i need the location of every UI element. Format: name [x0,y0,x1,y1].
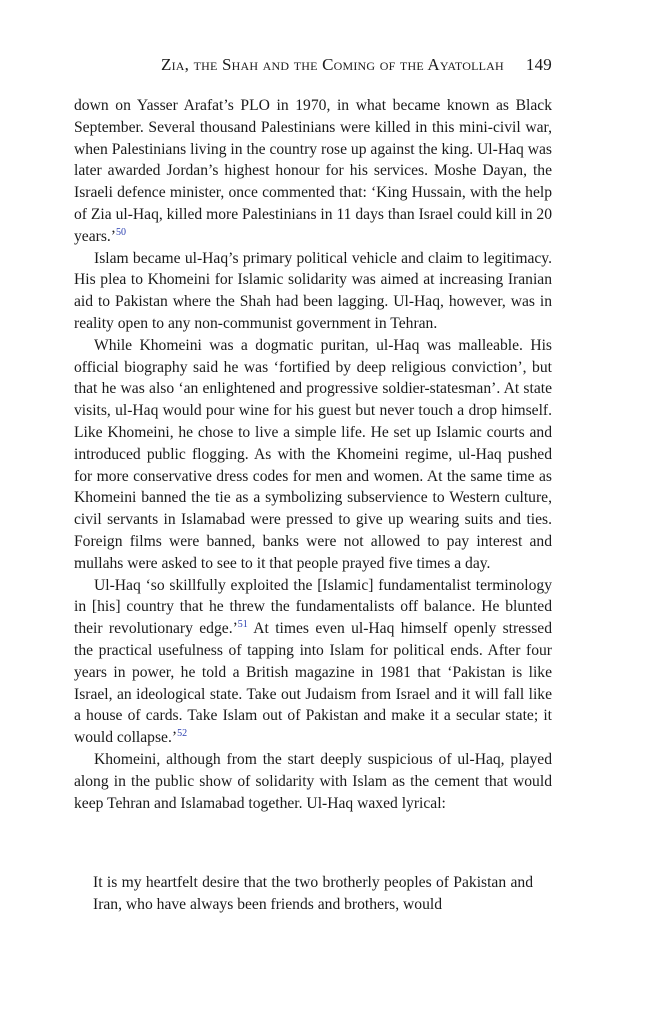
block-quote [93,872,533,916]
paragraph-4 [74,575,552,749]
running-title: Zia, the Shah and the Coming of the Ayatollah [161,55,504,74]
body-text [74,95,552,814]
page-number: 149 [525,55,552,74]
paragraph-1-text: down on Yasser Arafat’s PLO in 1970, in what became known as Black September. Several thousand Palestinians were killed in this mini-civil war, when Palestinians living in the country rose up against the king. Ul-Haq was later awarded Jordan’s highest honour for his services. Moshe Dayan, the Israeli defence minister, once commented that: ‘King Hussain, with the help of Zia ul-Haq, killed more Palestinians in 11 days than Israel could kill in 20 years.’ [74,97,552,245]
paragraph-4-text-b: At times even ul-Haq himself openly stressed the practical usefulness of tapping into Islam for political ends. After four years in power, he told a British magazine in 1981 that ‘Pakistan is like Israel, an ideological state. Take out Judaism from Israel and it will fall like a house of cards. Take Islam out of Pakistan and make it a secular state; it would collapse.’ [74,620,552,747]
footnote-ref-50[interactable]: 50 [116,226,126,238]
paragraph-1 [74,95,552,248]
footnote-ref-51[interactable]: 51 [237,618,248,630]
paragraph-3: While Khomeini was a dogmatic puritan, ul-Haq was malleable. His official biography said he was ‘fortified by deep religious conviction’, but that he was also ‘an enlightened and progressive soldier-statesman’. At state visits, ul-Haq would pour wine for his guest but never touch a drop himself. Like Khomeini, he chose to live a simple life. He set up Islamic courts and introduced public flogging. As with the Khomeini regime, ul-Haq pushed for more conservative dress codes for men and women. At the same time as Khomeini banned the tie as a symbolizing subservience to Western culture, civil servants in Islamabad were pressed to give up wearing suits and ties. Foreign films were banned, banks were not allowed to pay interest and mullahs were asked to see to it that people prayed five times a day. [74,336,552,572]
footnote-ref-52[interactable]: 52 [177,727,188,739]
block-quote-text: It is my heartfelt desire that the two brotherly peoples of Pakistan and Iran, who have always been friends and brothers, would [93,874,533,913]
paragraph-4-text-a: Ul-Haq ‘so skillfully exploited the [Islamic] fundamentalist terminology in [his] country that he threw the fundamentalists off balance. He blunted their revolutionary edge.’ [74,576,552,638]
paragraph-5: Khomeini, although from the start deeply suspicious of ul-Haq, played along in the public show of solidarity with Islam as the cement that would keep Tehran and Islamabad together. Ul-Haq waxed lyrical: [74,750,552,812]
running-head [74,55,552,75]
paragraph-2: Islam became ul-Haq’s primary political vehicle and claim to legitimacy. His plea to Khomeini for Islamic solidarity was aimed at increasing Iranian aid to Pakistan where the Shah had been lagging. Ul-Haq, however, was in reality open to any non-communist government in Tehran. [74,249,552,332]
